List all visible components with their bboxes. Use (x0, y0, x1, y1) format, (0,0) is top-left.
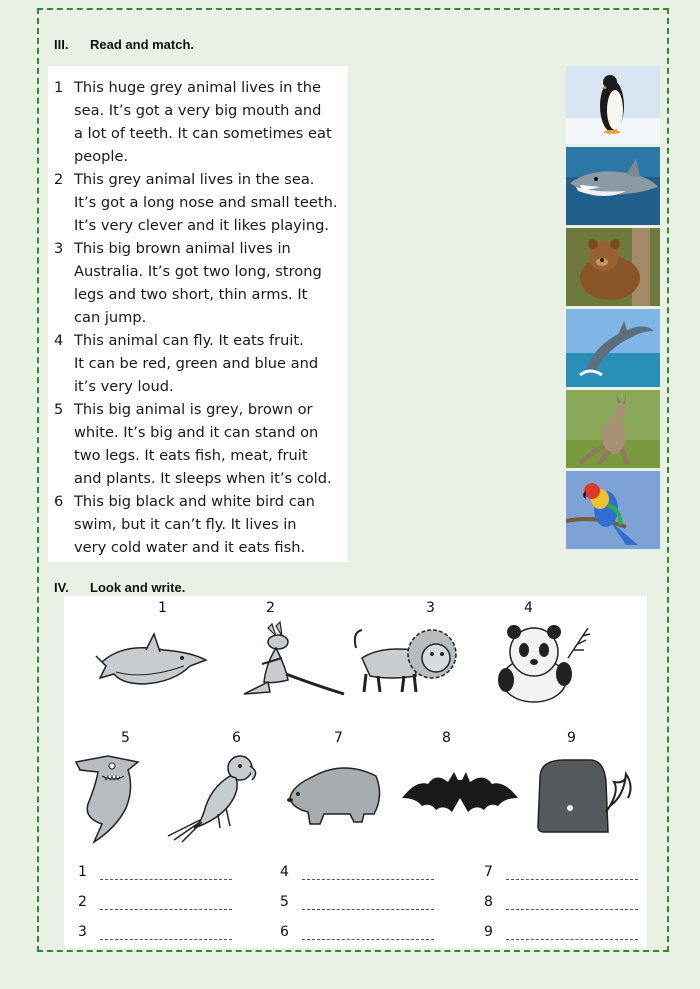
description-line: This big animal is grey, brown or (74, 401, 313, 418)
bear-photo (566, 228, 660, 306)
kangaroo-photo (566, 390, 660, 468)
answer-line-5 (280, 894, 434, 910)
description-line: two legs. It eats fish, meat, fruit (74, 447, 308, 464)
description-line: legs and two short, thin arms. It (74, 286, 308, 303)
answer-number: 9 (484, 924, 493, 940)
description-line: This huge grey animal lives in the (74, 79, 321, 96)
lion-drawing (350, 618, 468, 702)
whale-drawing (534, 752, 644, 840)
description-text (74, 76, 342, 168)
answer-blank[interactable] (506, 867, 638, 880)
description-text (74, 237, 342, 329)
photo-column (566, 66, 660, 552)
bat-drawing (400, 758, 520, 832)
descriptions-box (48, 66, 348, 562)
section-3-title: Read and match. (90, 37, 195, 52)
drawing-number-3: 3 (426, 600, 435, 616)
drawing-number-2: 2 (266, 600, 275, 616)
answer-number: 2 (78, 894, 87, 910)
answer-number: 5 (280, 894, 289, 910)
description-line: This big brown animal lives in (74, 240, 291, 257)
description-number: 5 (54, 401, 64, 418)
description-text (74, 329, 342, 398)
shark-photo (566, 147, 660, 225)
parrot-photo (566, 471, 660, 549)
answer-blank[interactable] (506, 897, 638, 910)
description-item-1 (54, 76, 342, 168)
description-line: white. It’s big and it can stand on (74, 424, 319, 441)
answer-blank[interactable] (506, 927, 638, 940)
answer-blank[interactable] (302, 867, 434, 880)
description-line: Australia. It’s got two long, strong (74, 263, 322, 280)
description-line: and plants. It sleeps when it’s cold. (74, 470, 332, 487)
description-number: 3 (54, 240, 64, 257)
description-line: This animal can fly. It eats fruit. (74, 332, 304, 349)
description-item-4 (54, 329, 342, 398)
answer-line-2 (78, 894, 232, 910)
drawing-number-1: 1 (158, 600, 167, 616)
description-text (74, 490, 342, 559)
answer-blank[interactable] (100, 927, 232, 940)
parrot-drawing (164, 748, 264, 844)
description-line: It’s got a long nose and small teeth. (74, 194, 338, 211)
description-text (74, 168, 342, 237)
description-line: a lot of teeth. It can sometimes eat (74, 125, 332, 142)
answer-blank[interactable] (100, 897, 232, 910)
description-number: 4 (54, 332, 64, 349)
description-line: It’s very clever and it likes playing. (74, 217, 329, 234)
descriptions-list (48, 66, 348, 559)
drawing-number-9: 9 (567, 730, 576, 746)
drawing-number-8: 8 (442, 730, 451, 746)
section-4-heading (54, 580, 185, 595)
description-number: 6 (54, 493, 64, 510)
answer-number: 4 (280, 864, 289, 880)
description-line: It can be red, green and blue and (74, 355, 319, 372)
penguin-photo (566, 66, 660, 144)
description-number: 1 (54, 79, 64, 96)
answer-line-9 (484, 924, 638, 940)
answer-line-1 (78, 864, 232, 880)
answer-line-8 (484, 894, 638, 910)
description-number: 2 (54, 171, 64, 188)
answer-blank[interactable] (302, 897, 434, 910)
answer-line-6 (280, 924, 434, 940)
answer-number: 3 (78, 924, 87, 940)
description-item-6 (54, 490, 342, 559)
description-line: can jump. (74, 309, 147, 326)
drawing-number-7: 7 (334, 730, 343, 746)
dolphin-photo (566, 309, 660, 387)
description-item-3 (54, 237, 342, 329)
answer-number: 8 (484, 894, 493, 910)
description-line: it’s very loud. (74, 378, 174, 395)
drawings-panel (64, 596, 647, 948)
dolphin-drawing (94, 622, 212, 702)
kangaroo-drawing (232, 618, 350, 704)
description-line: people. (74, 148, 129, 165)
answer-number: 6 (280, 924, 289, 940)
description-line: This big black and white bird can (74, 493, 315, 510)
shark-drawing (68, 748, 168, 848)
section-3-heading (54, 37, 194, 52)
section-4-title: Look and write. (90, 580, 186, 595)
description-item-5 (54, 398, 342, 490)
drawing-number-5: 5 (121, 730, 130, 746)
description-line: sea. It’s got a very big mouth and (74, 102, 322, 119)
answer-blank[interactable] (100, 867, 232, 880)
description-item-2 (54, 168, 342, 237)
description-line: swim, but it can’t fly. It lives in (74, 516, 297, 533)
description-text (74, 398, 342, 490)
drawing-number-6: 6 (232, 730, 241, 746)
description-line: This grey animal lives in the sea. (74, 171, 315, 188)
answer-line-7 (484, 864, 638, 880)
answer-number: 1 (78, 864, 87, 880)
section-3-number: III. (54, 37, 69, 52)
panda-drawing (484, 618, 594, 708)
description-line: very cold water and it eats fish. (74, 539, 306, 556)
drawing-number-4: 4 (524, 600, 533, 616)
answer-line-3 (78, 924, 232, 940)
answer-number: 7 (484, 864, 493, 880)
answer-blank[interactable] (302, 927, 434, 940)
section-4-number: IV. (54, 580, 69, 595)
answer-line-4 (280, 864, 434, 880)
wombat-drawing (284, 756, 394, 836)
